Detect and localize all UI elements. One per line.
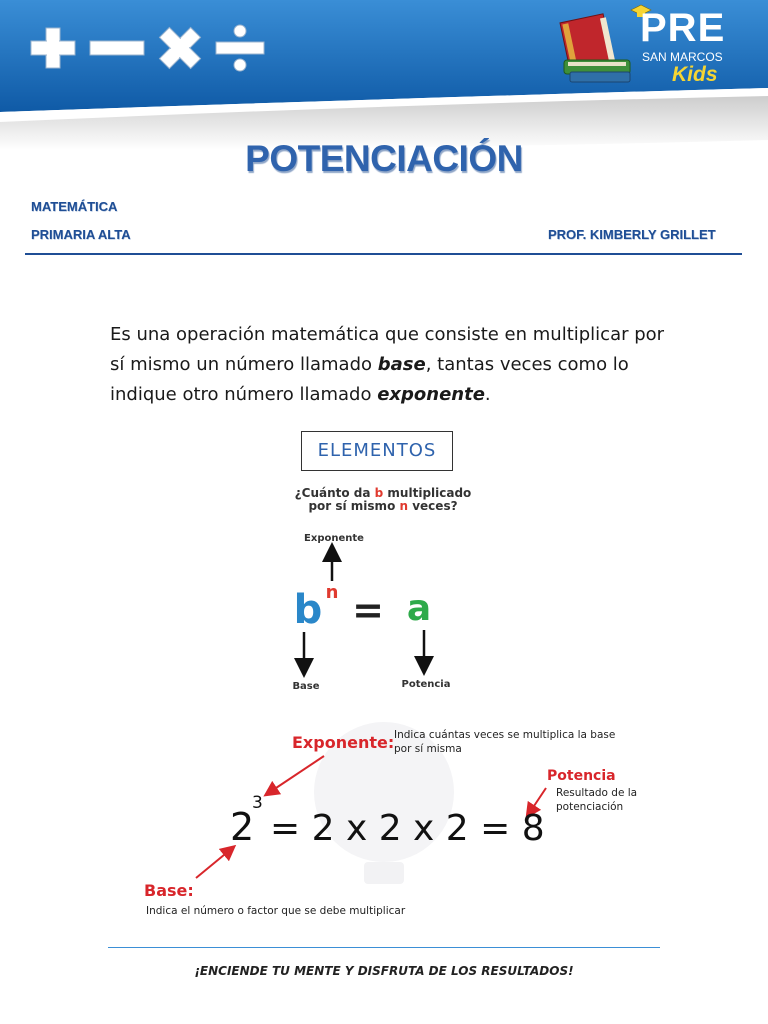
base-description: Indica el número o factor que se debe multiplicar <box>146 905 406 917</box>
intro-text-3: . <box>484 384 491 405</box>
power-description-2: potenciación <box>556 801 624 813</box>
intro-exponent-word: exponente <box>377 384 485 405</box>
intro-base-word: base <box>377 354 426 375</box>
logo-pre-text: PRE <box>640 6 726 50</box>
divide-icon <box>214 22 266 74</box>
intro-paragraph <box>110 320 670 410</box>
elements-heading: ELEMENTOS <box>301 431 453 471</box>
books-icon <box>556 8 636 86</box>
exponent-symbol: n <box>325 582 339 603</box>
footer-divider <box>108 947 660 948</box>
power-description-1: Resultado de la <box>556 787 638 799</box>
equals-symbol: = <box>352 588 384 632</box>
exponent-description-1: Indica cuántas veces se multiplica la base <box>394 729 616 741</box>
teacher-label: PROF. KIMBERLY GRILLET <box>548 227 716 242</box>
intro-text-2: , tantas veces como lo indique otro número llamado <box>110 354 629 405</box>
exponent-title: Exponente: <box>292 733 395 752</box>
times-icon <box>156 24 204 72</box>
logo-kids-text: Kids <box>672 63 718 86</box>
power-title: Potencia <box>547 768 616 784</box>
equation-base: 2 <box>230 805 255 849</box>
level-label: PRIMARIA ALTA <box>31 227 131 242</box>
diagram-question-line-1: ¿Cuánto da b multiplicado <box>294 486 472 500</box>
power-elements-diagram <box>232 478 534 708</box>
header-banner <box>0 0 768 150</box>
subject-label: MATEMÁTICA <box>31 199 118 214</box>
plus-icon <box>28 26 78 70</box>
equation-expansion: = 2 x 2 x 2 = 8 <box>270 808 545 849</box>
header-divider <box>25 253 742 255</box>
equation-exponent: 3 <box>252 793 263 813</box>
minus-icon <box>88 26 148 70</box>
logo-san-marcos-text: SAN MARCOS <box>642 50 723 64</box>
result-symbol: a <box>406 588 432 629</box>
exponent-description-2: por sí misma <box>394 743 462 755</box>
base-symbol: b <box>293 587 323 633</box>
footer-slogan: ¡ENCIENDE TU MENTE Y DISFRUTA DE LOS RESULTADOS! <box>194 964 574 978</box>
label-power: Potencia <box>401 679 451 690</box>
label-base: Base <box>292 681 320 692</box>
intro-text-1: Es una operación matemática que consiste en multiplicar por sí mismo un número llamado <box>110 324 665 375</box>
base-title: Base: <box>144 881 194 900</box>
label-exponent: Exponente <box>304 533 364 544</box>
page-title: POTENCIACIÓN <box>245 138 523 179</box>
power-example-diagram <box>112 712 656 922</box>
diagram-question-line-2: por sí mismo n veces? <box>308 499 458 513</box>
